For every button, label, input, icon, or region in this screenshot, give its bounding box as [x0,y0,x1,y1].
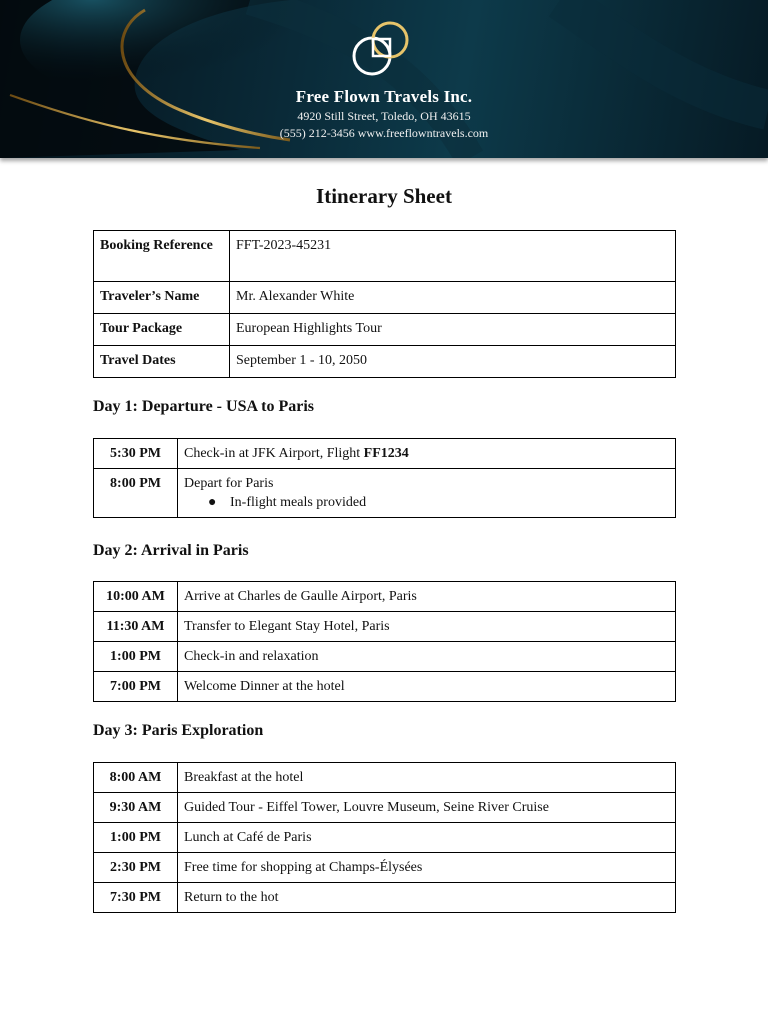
table-row [94,314,676,346]
table-row [94,469,676,518]
schedule-time: 1:00 PM [94,823,178,853]
table-row [94,612,676,642]
schedule-activity: Free time for shopping at Champs-Élysées [178,853,676,883]
schedule-time: 8:00 AM [94,763,178,793]
schedule-activity: Check-in and relaxation [178,642,676,672]
tour-package-label: Tour Package [94,314,230,346]
table-row [94,672,676,702]
day-3-schedule-table [93,762,676,913]
schedule-activity: Arrive at Charles de Gaulle Airport, Paris [178,582,676,612]
schedule-time: 7:00 PM [94,672,178,702]
day-2-schedule-table [93,581,676,702]
schedule-activity: Return to the hot [178,883,676,913]
table-row [94,439,676,469]
travel-dates-label: Travel Dates [94,346,230,378]
company-address: 4920 Still Street, Toledo, OH 43615 [297,109,471,123]
schedule-time: 2:30 PM [94,853,178,883]
table-row [94,282,676,314]
schedule-activity: Guided Tour - Eiffel Tower, Louvre Museum, Seine River Cruise [178,793,676,823]
table-row [94,883,676,913]
travel-dates-value: September 1 - 10, 2050 [230,346,676,378]
traveler-name-label: Traveler’s Name [94,282,230,314]
day-3-heading: Day 3: Paris Exploration [93,722,264,739]
table-row [94,346,676,378]
day-1-heading: Day 1: Departure - USA to Paris [93,398,315,415]
schedule-time: 9:30 AM [94,793,178,823]
table-row [94,823,676,853]
day-1-schedule-table [93,438,676,518]
schedule-time: 7:30 PM [94,883,178,913]
company-name: Free Flown Travels Inc. [295,87,473,106]
activity-text: Check-in at JFK Airport, Flight [184,446,364,461]
schedule-time: 10:00 AM [94,582,178,612]
letterhead-banner [0,0,768,158]
document-title: Itinerary Sheet [316,184,452,208]
company-contact: (555) 212-3456 www.freeflowntravels.com [279,126,489,140]
table-row [94,853,676,883]
bullet-list-item [184,493,669,512]
schedule-time: 8:00 PM [94,469,178,518]
schedule-activity: Breakfast at the hotel [178,763,676,793]
schedule-time: 11:30 AM [94,612,178,642]
flight-number: FF1234 [363,446,409,461]
bullet-icon: ● [208,495,217,510]
table-row [94,793,676,823]
table-row [94,231,676,282]
booking-reference-value: FFT-2023-45231 [230,231,676,282]
table-row [94,763,676,793]
table-row [94,642,676,672]
day-2-heading: Day 2: Arrival in Paris [93,542,249,559]
schedule-activity [178,439,676,469]
booking-details-table [93,230,676,378]
traveler-name-value: Mr. Alexander White [230,282,676,314]
schedule-activity [178,469,676,518]
bullet-text: In-flight meals provided [230,495,367,510]
table-row [94,582,676,612]
company-logo-icon [350,20,412,78]
tour-package-value: European Highlights Tour [230,314,676,346]
schedule-activity: Lunch at Café de Paris [178,823,676,853]
schedule-time: 1:00 PM [94,642,178,672]
schedule-activity: Welcome Dinner at the hotel [178,672,676,702]
schedule-time: 5:30 PM [94,439,178,469]
activity-text: Depart for Paris [184,476,274,491]
booking-reference-label: Booking Reference [94,231,230,282]
schedule-activity: Transfer to Elegant Stay Hotel, Paris [178,612,676,642]
